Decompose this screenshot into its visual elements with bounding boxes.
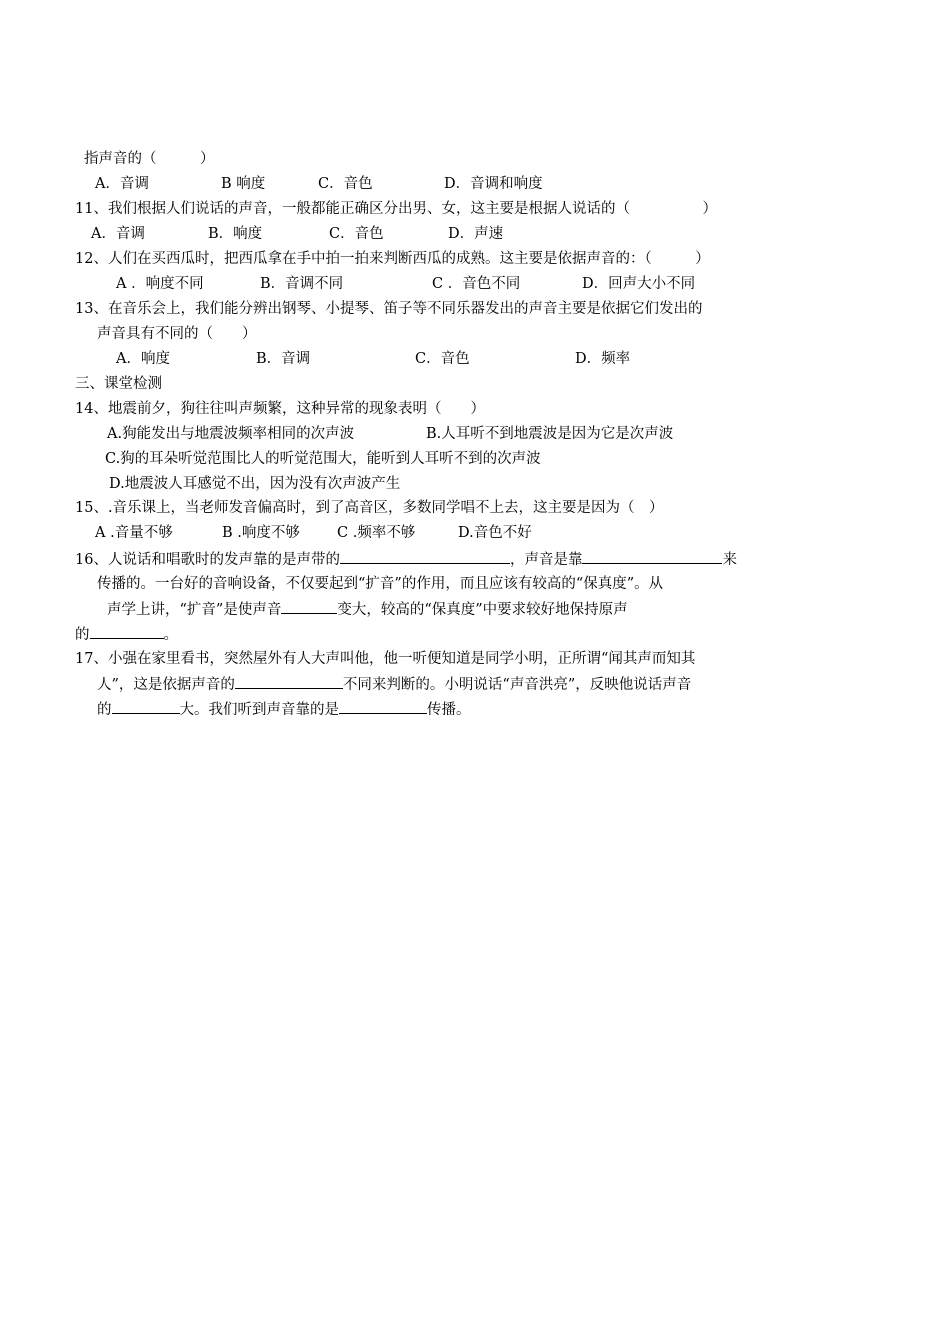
q17-blank-2[interactable] — [112, 699, 180, 714]
q11-option-b: B．响度 — [208, 226, 263, 242]
q10-stem-end: 指声音的（ ） — [84, 151, 215, 167]
q16-line-4 — [75, 624, 178, 645]
q15-stem: 15、.音乐课上，当老师发音偏高时，到了高音区，多数同学唱不上去，这主要是因为（ ） — [75, 500, 664, 516]
q10-option-a: A．音调 — [95, 176, 149, 192]
q13-stem: 13、在音乐会上，我们能分辨出钢琴、小提琴、笛子等不同乐器发出的声音主要是依据它们发出的 — [75, 301, 703, 317]
q17-text-2: 不同来判断的。小明说话“声音洪亮”，反映他说话声音 — [342, 677, 692, 693]
q12-option-b: B．音调不同 — [260, 276, 344, 292]
q16-text-7: 。 — [163, 627, 178, 643]
q16-text-1: 16、人说话和唱歌时的发声靠的是声带的 — [75, 552, 340, 568]
q14-option-d: D.地震波人耳感觉不出，因为没有次声波产生 — [109, 476, 401, 492]
q11-stem: 11、我们根据人们说话的声音，一般都能正确区分出男、女，这主要是根据人说话的（ ） — [75, 201, 717, 217]
q17-text-4: 大。我们听到声音靠的是 — [179, 702, 339, 718]
q12-option-a: A ．响度不同 — [116, 276, 204, 292]
q10-option-c: C．音色 — [318, 176, 373, 192]
q12-option-c: C ．音色不同 — [432, 276, 521, 292]
q17-line-1: 17、小强在家里看书，突然屋外有人大声叫他，他一听便知道是同学小明，正所谓“闻其声而知其 — [75, 651, 696, 667]
q16-text-5: 变大，较高的“保真度”中要求较好地保持原声 — [337, 602, 628, 618]
q13-option-b: B．音调 — [256, 351, 311, 367]
q16-line-1 — [75, 549, 737, 570]
q13-stem-cont: 声音具有不同的（ ） — [97, 326, 257, 342]
q16-text-4: 声学上讲，“扩音”是使声音 — [107, 602, 282, 618]
q17-blank-3[interactable] — [339, 699, 427, 714]
section-heading: 三、课堂检测 — [75, 376, 162, 392]
q16-line-3 — [107, 599, 628, 620]
q11-option-c: C．音色 — [329, 226, 384, 242]
q17-text-3: 的 — [97, 702, 112, 718]
q16-blank-1[interactable] — [340, 549, 510, 564]
q14-option-a: A.狗能发出与地震波频率相同的次声波 — [107, 426, 355, 442]
q17-line-2 — [97, 674, 691, 695]
q17-line-3 — [97, 699, 471, 720]
q15-option-c: C .频率不够 — [337, 525, 416, 541]
q11-option-a: A．音调 — [91, 226, 145, 242]
q10-option-d: D．音调和响度 — [444, 176, 543, 192]
q15-option-d: D.音色不好 — [458, 525, 532, 541]
q12-stem: 12、人们在买西瓜时，把西瓜拿在手中拍一拍来判断西瓜的成熟。这主要是依据声音的：（ ） — [75, 251, 710, 267]
q13-option-d: D．频率 — [575, 351, 631, 367]
q16-blank-4[interactable] — [90, 624, 164, 639]
q14-stem: 14、地震前夕，狗往往叫声频繁，这种异常的现象表明（ ） — [75, 401, 485, 417]
q13-option-a: A．响度 — [116, 351, 170, 367]
q16-text-6: 的 — [75, 627, 90, 643]
q16-text-3: 来 — [722, 552, 737, 568]
q13-option-c: C．音色 — [415, 351, 470, 367]
q16-text-2: ，声音是靠 — [509, 552, 583, 568]
q15-option-a: A .音量不够 — [95, 525, 173, 541]
q14-option-b: B.人耳听不到地震波是因为它是次声波 — [426, 426, 674, 442]
q14-option-c: C.狗的耳朵听觉范围比人的听觉范围大，能听到人耳听不到的次声波 — [105, 451, 541, 467]
q17-blank-1[interactable] — [235, 674, 343, 689]
q17-text-1: 人”，这是依据声音的 — [97, 677, 235, 693]
q16-line-2: 传播的。一台好的音响设备，不仅要起到“扩音”的作用，而且应该有较高的“保真度”。从 — [97, 576, 664, 592]
q12-option-d: D．回声大小不同 — [582, 276, 696, 292]
q16-blank-3[interactable] — [281, 599, 337, 614]
q15-option-b: B .响度不够 — [222, 525, 300, 541]
q10-option-b: B 响度 — [221, 176, 266, 192]
q17-text-5: 传播。 — [427, 702, 471, 718]
q16-blank-2[interactable] — [582, 549, 722, 564]
q11-option-d: D．声速 — [448, 226, 504, 242]
